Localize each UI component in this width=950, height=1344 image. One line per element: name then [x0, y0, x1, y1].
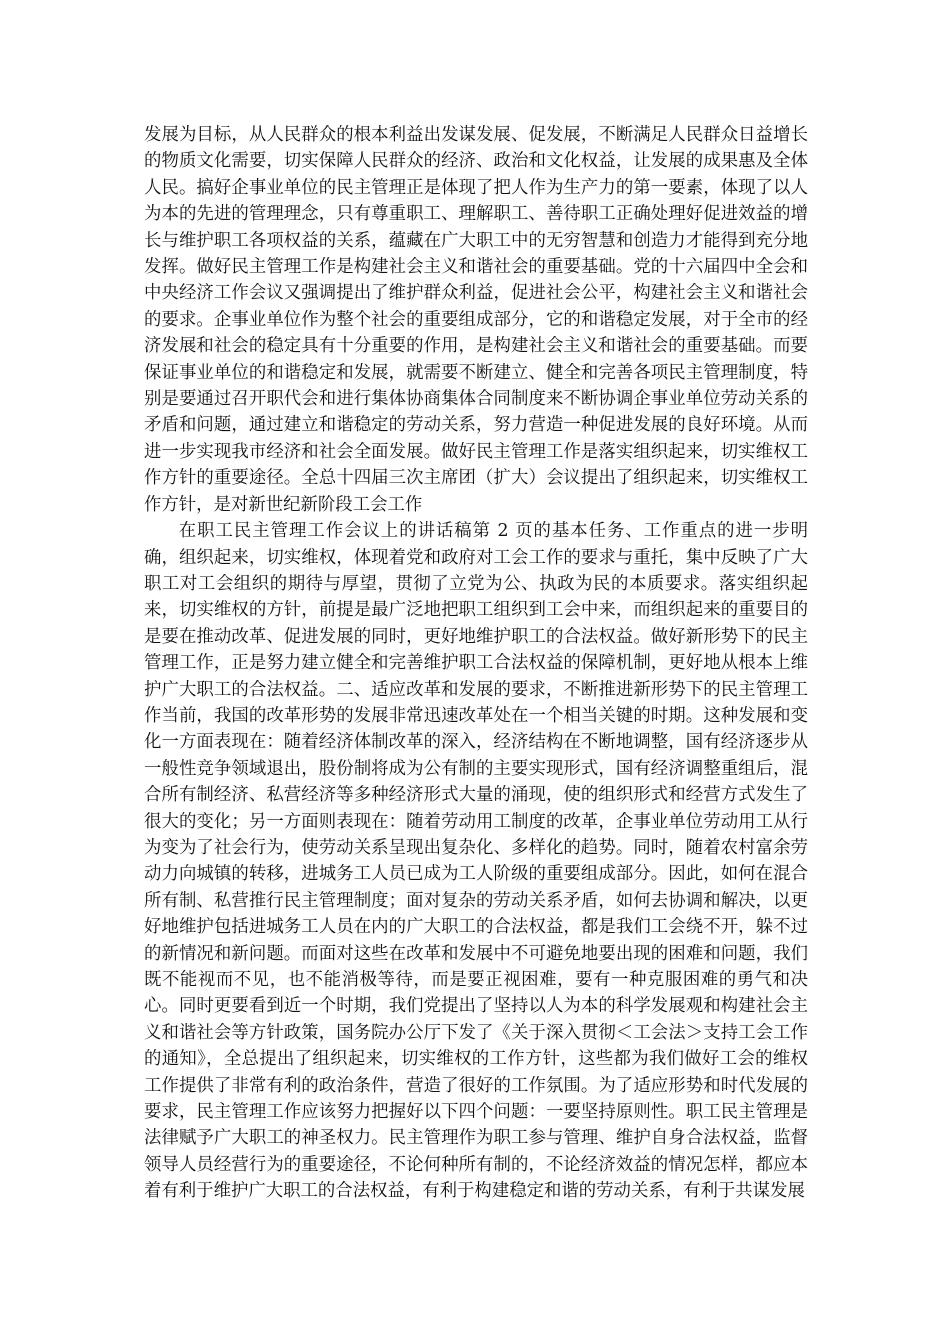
- document-body: [144, 122, 808, 1205]
- paragraph-2: 在职工民主管理工作会议上的讲话稿第 2 页的基本任务、工作重点的进一步明确，组织起来，切实维权，体现着党和政府对工会工作的要求与重托，集中反映了广大职工对工会组织的期待与厚望，贯彻了立党为公、执政为民的本质要求。落实组织起来，切实维权的方针，前提是最广泛地把职工组织到工会中来，而组织起来的重要目的是要在推动改革、促进发展的同时，更好地维护职工的合法权益。做好新形势下的民主管理工作，正是努力建立健全和完善维护职工合法权益的保障机制，更好地从根本上维护广大职工的合法权益。二、适应改革和发展的要求，不断推进新形势下的民主管理工作当前，我国的改革形势的发展非常迅速改革处在一个相当关键的时期。这种发展和变化一方面表现在：随着经济体制改革的深入，经济结构在不断地调整，国有经济逐步从一般性竞争领域退出，股份制将成为公有制的主要实现形式，国有经济调整重组后，混合所有制经济、私营经济等多种经济形式大量的涌现，使的组织形式和经营方式发生了很大的变化；另一方面则表现在：随着劳动用工制度的改革，企事业单位劳动用工从行为变为了社会行为，使劳动关系呈现出复杂化、多样化的趋势。同时，随着农村富余劳动力向城镇的转移，进城务工人员已成为工人阶级的重要组成部分。因此，如何在混合所有制、私营推行民主管理制度；面对复杂的劳动关系矛盾，如何去协调和解决，以更好地维护包括进城务工人员在内的广大职工的合法权益，都是我们工会绕不开，躲不过的新情况和新问题。而面对这些在改革和发展中不可避免地要出现的困难和问题，我们既不能视而不见，也不能消极等待，而是要正视困难，要有一种克服困难的勇气和决心。同时更要看到近一个时期，我们党提出了坚持以人为本的科学发展观和构建社会主义和谐社会等方针政策，国务院办公厅下发了《关于深入贯彻＜工会法＞支持工会工作的通知》，全总提出了组织起来，切实维权的工作方针，这些都为我们做好工会的维权工作提供了非常有利的政治条件，营造了很好的工作氛围。为了适应形势和时代发展的要求，民主管理工作应该努力把握好以下四个问题：一要坚持原则性。职工民主管理是法律赋予广大职工的神圣权力。民主管理作为职工参与管理、维护自身合法权益，监督领导人员经营行为的重要途径，不论何种所有制的，不论经济效益的情况怎样，都应本着有利于维护广大职工的合法权益，有利于构建稳定和谐的劳动关系，有利于共谋发展: [144, 521, 808, 1202]
- paragraph-1: 发展为目标，从人民群众的根本利益出发谋发展、促发展，不断满足人民群众日益增长的物质文化需要，切实保障人民群众的经济、政治和文化权益，让发展的成果惠及全体人民。搞好企事业单位的民主管理正是体现了把人作为生产力的第一要素，体现了以人为本的先进的管理理念，只有尊重职工、理解职工、善待职工正确处理好促进效益的增长与维护职工各项权益的关系，蕴藏在广大职工中的无穷智慧和创造力才能得到充分地发挥。做好民主管理工作是构建社会主义和谐社会的重要基础。党的十六届四中全会和中央经济工作会议又强调提出了维护群众利益，促进社会公平，构建社会主义和谐社会的要求。企事业单位作为整个社会的重要组成部分，它的和谐稳定发展，对于全市的经济发展和社会的稳定具有十分重要的作用，是构建社会主义和谐社会的重要基础。而要保证事业单位的和谐稳定和发展，就需要不断建立、健全和完善各项民主管理制度，特别是要通过召开职代会和进行集体协商集体合同制度来不断协调企事业单位劳动关系的矛盾和问题，通过建立和谐稳定的劳动关系，努力营造一种促进发展的良好环境。从而进一步实现我市经济和社会全面发展。做好民主管理工作是落实组织起来，切实维权工作方针的重要途径。全总十四届三次主席团（扩大）会议提出了组织起来，切实维权工作方针，是对新世纪新阶段工会工作: [144, 125, 808, 515]
